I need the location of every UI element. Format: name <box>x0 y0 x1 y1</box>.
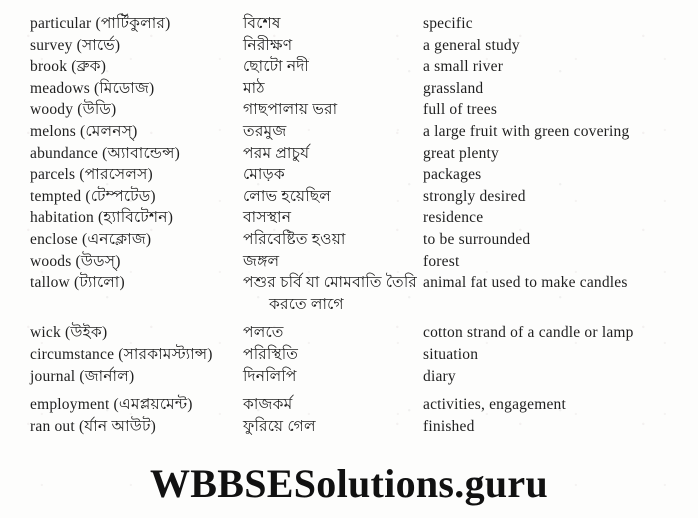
entry-meaning-en: forest <box>423 252 460 270</box>
vocab-row <box>30 207 690 229</box>
vocab-row <box>30 229 690 251</box>
entry-meaning-bn: নিরীক্ষণ <box>243 36 293 54</box>
vocab-table <box>30 13 690 437</box>
entry-meaning-en: animal fat used to make candles <box>423 274 628 292</box>
entry-term: journal (জার্নাল) <box>30 367 135 385</box>
vocab-row <box>30 121 690 143</box>
entry-meaning-en: full of trees <box>423 101 498 119</box>
vocab-row <box>30 143 690 165</box>
entry-term: tallow (ট্যালো) <box>30 274 125 292</box>
vocab-row <box>30 366 690 388</box>
entry-meaning-en: specific <box>423 15 473 32</box>
entry-term: parcels (পারসেলস) <box>30 166 153 184</box>
entry-term: wick (উইক) <box>30 324 108 342</box>
entry-meaning-bn: পরিবেষ্টিত হওয়া <box>243 230 346 248</box>
entry-meaning-bn: বিশেষ <box>243 15 281 32</box>
entry-meaning-en: diary <box>423 367 456 385</box>
entry-meaning-bn: পশুর চর্বি যা মোমবাতি তৈরি করতে লাগে <box>243 274 417 313</box>
entry-meaning-bn: বাসস্থান <box>243 209 292 227</box>
vocab-row <box>30 272 690 315</box>
entry-term: employment (এমপ্লয়মেন্ট) <box>30 396 193 414</box>
entry-meaning-en: to be surrounded <box>423 230 531 248</box>
entry-meaning-en: residence <box>423 209 484 227</box>
entry-meaning-en: strongly desired <box>423 187 526 205</box>
entry-meaning-en: a general study <box>423 36 520 54</box>
entry-term: meadows (মিডোজ) <box>30 79 155 97</box>
vocab-row <box>30 186 690 208</box>
entry-term: woody (উডি) <box>30 101 117 119</box>
entry-meaning-bn: জঙ্গল <box>243 252 280 270</box>
entry-term: survey (সার্ভে) <box>30 36 121 54</box>
entry-meaning-en: a large fruit with green covering <box>423 122 630 140</box>
entry-meaning-bn: পরম প্রাচুর্য <box>243 144 310 162</box>
entry-meaning-bn: ছোটো নদী <box>243 58 310 76</box>
entry-term: circumstance (সারকামস্ট্যান্স) <box>30 345 213 363</box>
vocab-row <box>30 35 690 57</box>
entry-meaning-bn: মোড়ক <box>243 166 285 184</box>
entry-term: enclose (এনক্লোজ) <box>30 230 152 248</box>
entry-meaning-en: packages <box>423 166 482 184</box>
entry-meaning-en: cotton strand of a candle or lamp <box>423 324 634 342</box>
entry-meaning-en: finished <box>423 417 475 435</box>
entry-term: abundance (অ্যাবান্ডেন্স) <box>30 144 181 162</box>
entry-meaning-en: great plenty <box>423 144 499 162</box>
entry-meaning-bn: দিনলিপি <box>243 367 297 385</box>
entry-meaning-bn: পলতে <box>243 324 284 342</box>
vocab-row <box>30 99 690 121</box>
entry-meaning-en: activities, engagement <box>423 396 566 414</box>
entry-term: habitation (হ্যাবিটেশন) <box>30 209 174 227</box>
entry-meaning-en: grassland <box>423 79 484 97</box>
vocab-row <box>30 251 690 273</box>
entry-term: particular (পার্টিকুলার) <box>30 15 171 32</box>
entry-meaning-en: a small river <box>423 58 504 76</box>
vocab-row <box>30 78 690 100</box>
vocab-row <box>30 56 690 78</box>
entry-term: brook (ব্রুক) <box>30 58 107 76</box>
vocab-row <box>30 344 690 366</box>
vocab-row <box>30 322 690 344</box>
entry-meaning-en: situation <box>423 345 479 363</box>
watermark-text: WBBSESolutions.guru <box>149 461 549 506</box>
vocab-row <box>30 416 690 438</box>
entry-meaning-bn: মাঠ <box>243 79 265 97</box>
vocab-row <box>30 13 690 35</box>
entry-term: melons (মেলনস্) <box>30 122 138 140</box>
entry-term: woods (উডস্) <box>30 252 121 270</box>
entry-term: ran out (র্যান আউট) <box>30 417 157 435</box>
vocab-row <box>30 164 690 186</box>
entry-meaning-bn: গাছপালায় ভরা <box>243 101 338 119</box>
entry-term: tempted (টেম্পটেড) <box>30 187 156 205</box>
entry-meaning-bn: তরমুজ <box>243 122 287 140</box>
entry-meaning-bn: ফুরিয়ে গেল <box>243 417 316 435</box>
entry-meaning-bn: কাজকর্ম <box>243 396 293 414</box>
vocab-row <box>30 394 690 416</box>
entry-meaning-bn: পরিস্থিতি <box>243 345 299 363</box>
entry-meaning-bn: লোভ হয়েছিল <box>243 187 332 205</box>
